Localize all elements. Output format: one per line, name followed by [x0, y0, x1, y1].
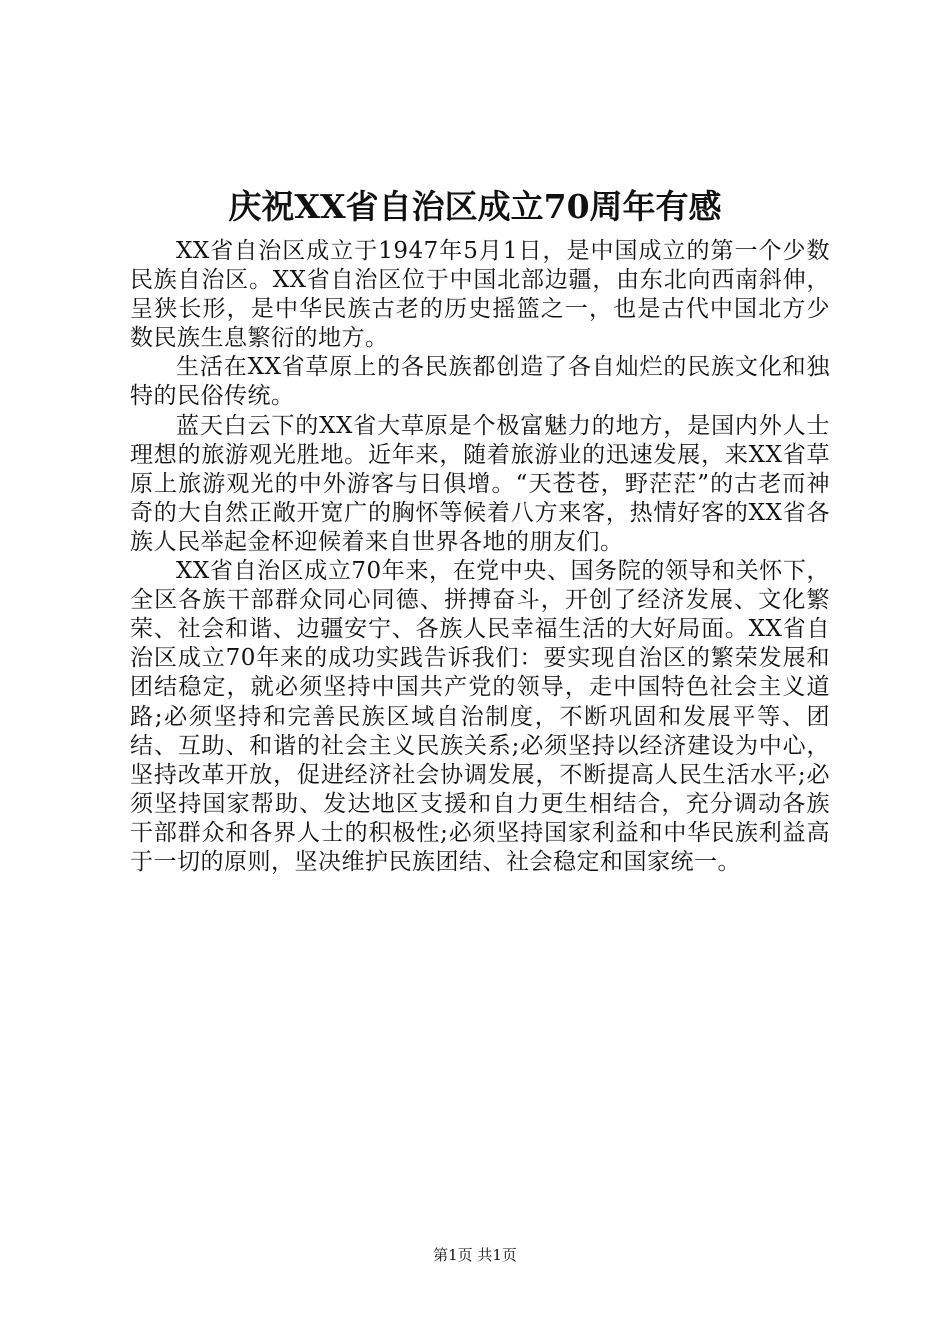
document-title: 庆祝XX省自治区成立70周年有感	[228, 187, 722, 226]
document-body	[130, 237, 830, 877]
paragraph-tourism: 蓝天白云下的XX省大草原是个极富魅力的地方，是国内外人士理想的旅游观光胜地。近年来，随着旅游业的迅速发展，来XX省草原上旅游观光的中外游客与日俱增。“天苍苍，野茫茫”的古老而神奇的大自然正敞开宽广的胸怀等候着八方来客，热情好客的XX省各族人民举起金杯迎候着来自世界各地的朋友们。	[130, 412, 830, 555]
paragraph-founding: XX省自治区成立于1947年5月1日，是中国成立的第一个少数民族自治区。XX省自治区位于中国北部边疆，由东北向西南斜伸，呈狭长形，是中华民族古老的历史摇篮之一，也是古代中国北方少数民族生息繁衍的地方。	[130, 238, 830, 352]
paragraph-culture: 生活在XX省草原上的各民族都创造了各自灿烂的民族文化和独特的民俗传统。	[130, 354, 830, 410]
paragraph-achievements: XX省自治区成立70年来，在党中央、国务院的领导和关怀下，全区各族干部群众同心同德、拼搏奋斗，开创了经济发展、文化繁荣、社会和谐、边疆安宁、各族人民幸福生活的大好局面。XX省自治区成立70年来的成功实践告诉我们：要实现自治区的繁荣发展和团结稳定，就必须坚持中国共产党的领导，走中国特色社会主义道路;必须坚持和完善民族区域自治制度，不断巩固和发展平等、团结、互助、和谐的社会主义民族关系;必须坚持以经济建设为中心，坚持改革开放，促进经济社会协调发展，不断提高人民生活水平;必须坚持国家帮助、发达地区支援和自力更生相结合，充分调动各族干部群众和各界人士的积极性;必须坚持国家利益和中华民族利益高于一切的原则，坚决维护民族团结、社会稳定和国家统一。	[130, 558, 830, 875]
page-number-footer: 第1页 共1页	[433, 1246, 517, 1264]
